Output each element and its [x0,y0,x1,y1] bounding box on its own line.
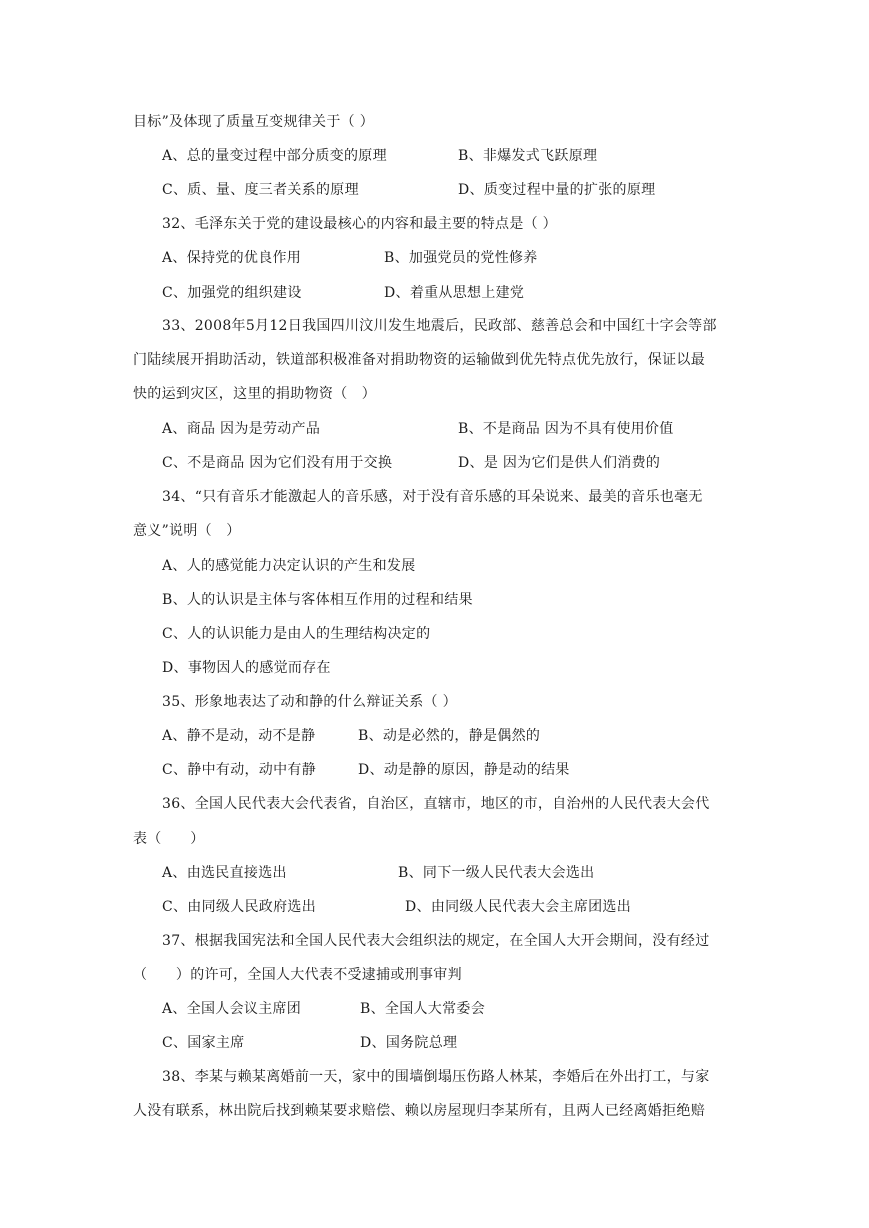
question-34-option-a: A、人的感觉能力决定认识的产生和发展 [162,558,416,574]
question-36-stem-line-2: 表（ ） [133,831,205,847]
question-35-option-d: D、动是静的原因，静是动的结果 [358,762,570,778]
question-38-stem-line-1: 38、李某与赖某离婚前一天，家中的围墙倒塌压伤路人林某，李婚后在外出打工，与家 [162,1069,710,1085]
question-33-stem-line-2: 门陆续展开捐助活动，铁道部积极准备对捐助物资的运输做到优先特点优先放行，保证以最 [133,352,705,368]
question-34-option-d: D、事物因人的感觉而存在 [162,660,331,676]
question-32-option-d: D、着重从思想上建党 [384,285,525,301]
question-36-option-a: A、由选民直接选出 [162,865,287,881]
question-33-option-c: C、不是商品 因为它们没有用于交换 [162,455,393,471]
question-33-stem-line-3: 快的运到灾区，这里的捐助物资（ ） [133,386,377,402]
question-36-option-c: C、由同级人民政府选出 [162,899,317,915]
question-37-stem-line-2: （ ）的许可，全国人大代表不受逮捕或刑事审判 [133,967,462,983]
question-32-option-a: A、保持党的优良作用 [162,250,302,266]
question-35-option-a: A、静不是动，动不是静 [162,728,316,744]
question-38-stem-line-2: 人没有联系，林出院后找到赖某要求赔偿、赖以房屋现归李某所有，且两人已经离婚拒绝赔 [133,1103,705,1119]
question-37-stem-line-1: 37、根据我国宪法和全国人民代表大会组织法的规定，在全国人大开会期间，没有经过 [162,933,710,949]
question-31-option-a: A、总的量变过程中部分质变的原理 [162,148,387,164]
question-37-option-a: A、全国人会议主席团 [162,1001,302,1017]
question-37-option-d: D、国务院总理 [360,1035,458,1051]
question-33-stem-line-1: 33、2008年5月12日我国四川汶川发生地震后，民政部、慈善总会和中国红十字会等部 [162,318,717,334]
question-31-stem-tail: 目标”及体现了质量互变规律关于（ ） [133,114,375,130]
question-34-stem-line-1: 34、“只有音乐才能激起人的音乐感，对于没有音乐感的耳朵说来、最美的音乐也毫无 [162,489,703,505]
question-34-option-c: C、人的认识能力是由人的生理结构决定的 [162,626,431,642]
question-36-option-b: B、同下一级人民代表大会选出 [398,865,595,881]
question-35-option-c: C、静中有动，动中有静 [162,762,317,778]
question-37-option-b: B、全国人大常委会 [360,1001,485,1017]
question-32-option-b: B、加强党员的党性修养 [384,250,538,266]
question-33-option-d: D、是 因为它们是供人们消费的 [458,455,661,471]
question-37-option-c: C、国家主席 [162,1035,245,1051]
question-31-option-b: B、非爆发式飞跃原理 [458,148,598,164]
question-32-stem: 32、毛泽东关于党的建设最核心的内容和最主要的特点是（ ） [162,216,557,232]
question-33-option-a: A、商品 因为是劳动产品 [162,421,321,437]
question-31-option-c: C、质、量、度三者关系的原理 [162,182,359,198]
question-34-stem-line-2: 意义”说明（ ） [133,523,241,539]
question-36-stem-line-1: 36、全国人民代表大会代表省，自治区，直辖市，地区的市，自治州的人民代表大会代 [162,796,710,812]
question-35-option-b: B、动是必然的，静是偶然的 [358,728,541,744]
question-33-option-b: B、不是商品 因为不具有使用价值 [458,421,674,437]
question-35-stem: 35、形象地表达了动和静的什么辩证关系（ ） [162,694,457,710]
question-34-option-b: B、人的认识是主体与客体相互作用的过程和结果 [162,592,473,608]
question-36-option-d: D、由同级人民代表大会主席团选出 [405,899,632,915]
question-31-option-d: D、质变过程中量的扩张的原理 [458,182,656,198]
question-32-option-c: C、加强党的组织建设 [162,285,302,301]
